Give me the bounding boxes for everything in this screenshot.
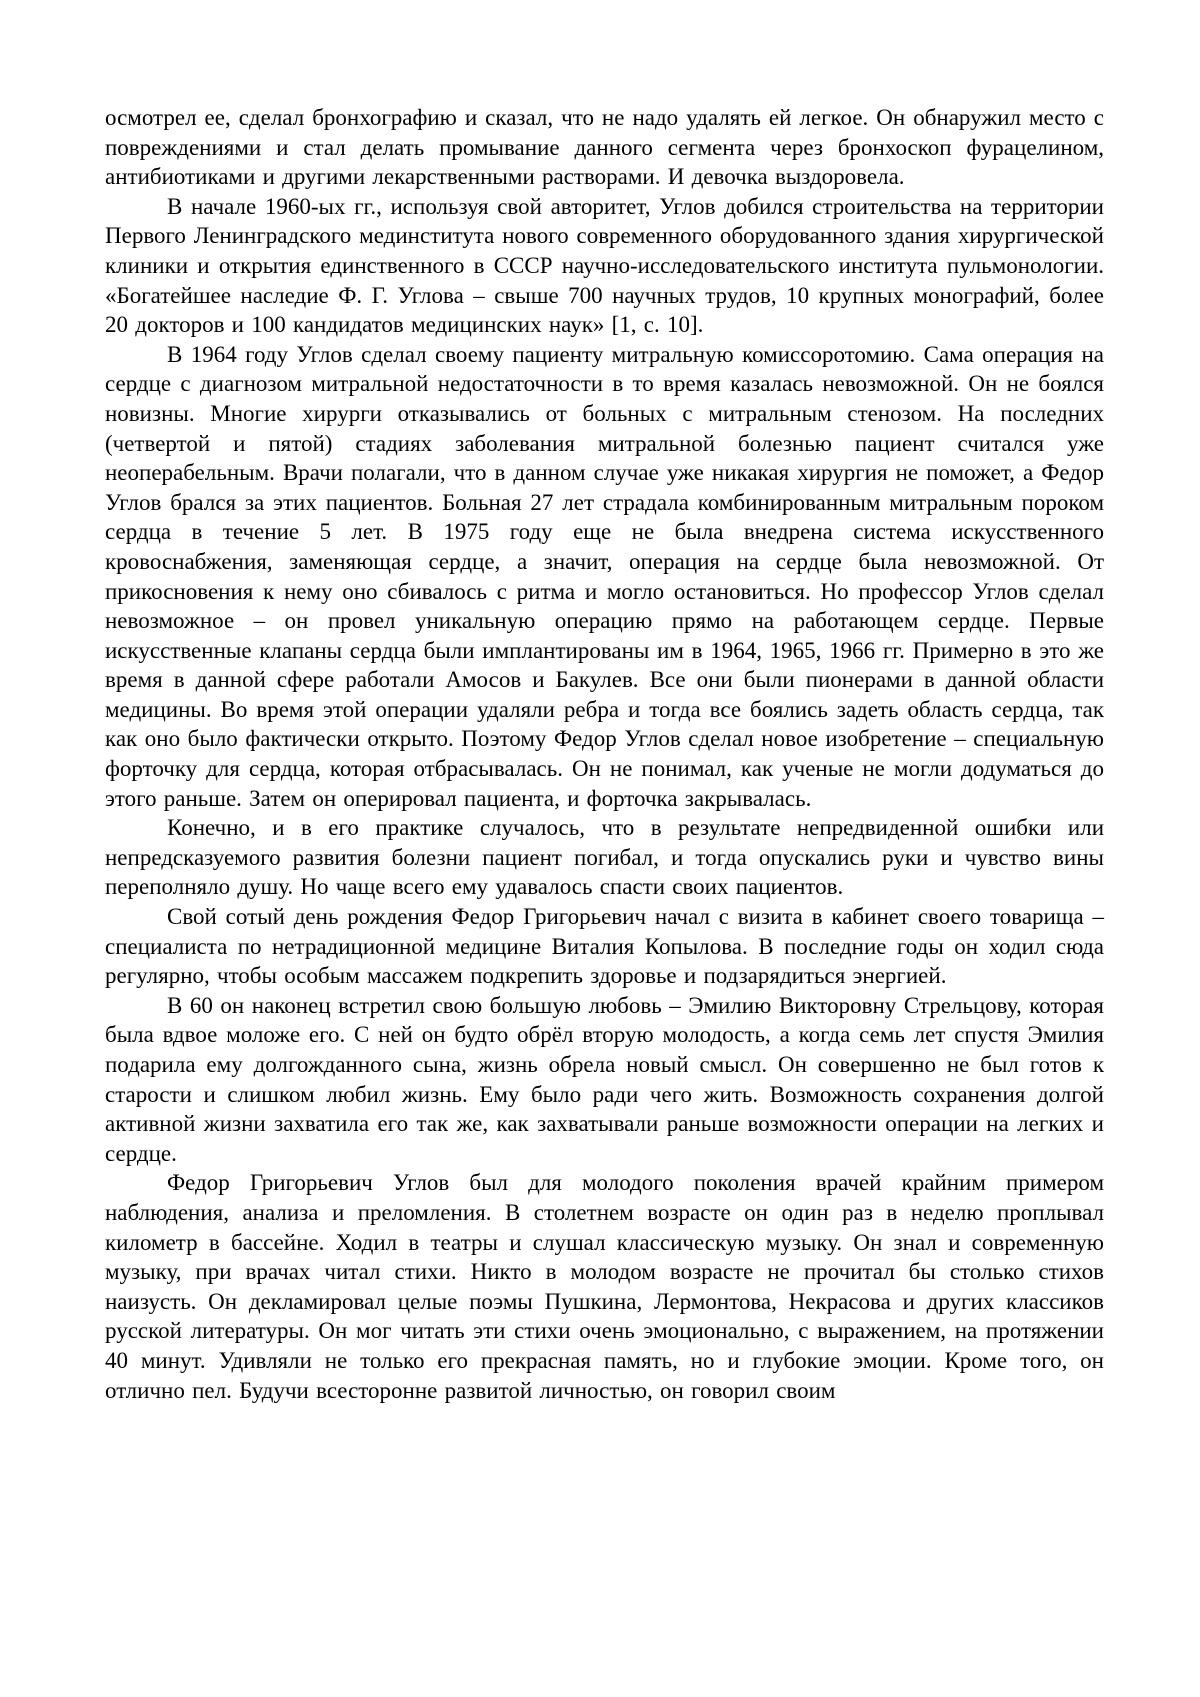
paragraph: Федор Григорьевич Углов был для молодого поколения врачей крайним примером наблюдения, анализа и преломления. В столетнем возрасте он один раз в неделю проплывал километр в бассейне. Ходил в театры и слушал классическую музыку. Он знал и современную музыку, при врачах читал стихи. Никто в молодом возрасте не прочитал бы столько стихов наизусть. Он декламировал целые поэмы Пушкина, Лермонтова, Некрасова и других классиков русской литературы. Он мог читать эти стихи очень эмоционально, с выражением, на протяжении 40 минут. Удивляли не только его прекрасная память, но и глубокие эмоции. Кроме того, он отлично пел. Будучи всесторонне развитой личностью, он говорил своим bbox=[105, 1170, 1104, 1403]
paragraph: В начале 1960-ых гг., используя свой авторитет, Углов добился строительства на территории Первого Ленинградского мединститута нового современного оборудованного здания хирургической клиники и открытия единственного в СССР научно-исследовательского института пульмонологии. «Богатейшее наследие Ф. Г. Углова – свыше 700 научных трудов, 10 крупных монографий, более 20 докторов и 100 кандидатов медицинских наук» [1, с. 10]. bbox=[105, 193, 1104, 338]
paragraph: Свой сотый день рождения Федор Григорьевич начал с визита в кабинет своего товарища – специалиста по нетрадиционной медицине Виталия Копылова. В последние годы он ходил сюда регулярно, чтобы особым массажем подкрепить здоровье и подзарядиться энергией. bbox=[105, 904, 1104, 989]
document-text bbox=[105, 103, 1104, 1405]
paragraph: Конечно, и в его практике случалось, что в результате непредвиденной ошибки или непредсказуемого развития болезни пациент погибал, и тогда опускались руки и чувство вины переполняло душу. Но чаще всего ему удавалось спасти своих пациентов. bbox=[105, 815, 1104, 900]
paragraph: осмотрел ее, сделал бронхографию и сказал, что не надо удалять ей легкое. Он обнаружил место с повреждениями и стал делать промывание данного сегмента через бронхоскоп фурацелином, антибиотиками и другими лекарственными растворами. И девочка выздоровела. bbox=[105, 105, 1104, 190]
paragraph: В 1964 году Углов сделал своему пациенту митральную комиссоротомию. Сама операция на сердце с диагнозом митральной недостаточности в то время казалась невозможной. Он не боялся новизны. Многие хирурги отказывались от больных с митральным стенозом. На последних (четвертой и пятой) стадиях заболевания митральной болезнью пациент считался уже неоперабельным. Врачи полагали, что в данном случае уже никакая хирургия не поможет, а Федор Углов брался за этих пациентов. Больная 27 лет страдала комбинированным митральным пороком сердца в течение 5 лет. В 1975 году еще не была внедрена система искусственного кровоснабжения, заменяющая сердце, а значит, операция на сердце была невозможной. От прикосновения к нему оно сбивалось с ритма и могло остановиться. Но профессор Углов сделал невозможное – он провел уникальную операцию прямо на работающем сердце. Первые искусственные клапаны сердца были имплантированы им в 1964, 1965, 1966 гг. Примерно в это же время в данной сфере работали Амосов и Бакулев. Все они были пионерами в данной области медицины. Во время этой операции удаляли ребра и тогда все боялись задеть область сердца, так как оно было фактически открыто. Поэтому Федор Углов сделал новое изобретение – специальную форточку для сердца, которая отбрасывалась. Он не понимал, как ученые не могли додуматься до этого раньше. Затем он оперировал пациента, и форточка закрывалась. bbox=[105, 341, 1104, 811]
paragraph: В 60 он наконец встретил свою большую любовь – Эмилию Викторовну Стрельцову, которая была вдвое моложе его. С ней он будто обрёл вторую молодость, а когда семь лет спустя Эмилия подарила ему долгожданного сына, жизнь обрела новый смысл. Он совершенно не был готов к старости и слишком любил жизнь. Ему было ради чего жить. Возможность сохранения долгой активной жизни захватила его так же, как захватывали раньше возможности операции на легких и сердце. bbox=[105, 992, 1104, 1166]
